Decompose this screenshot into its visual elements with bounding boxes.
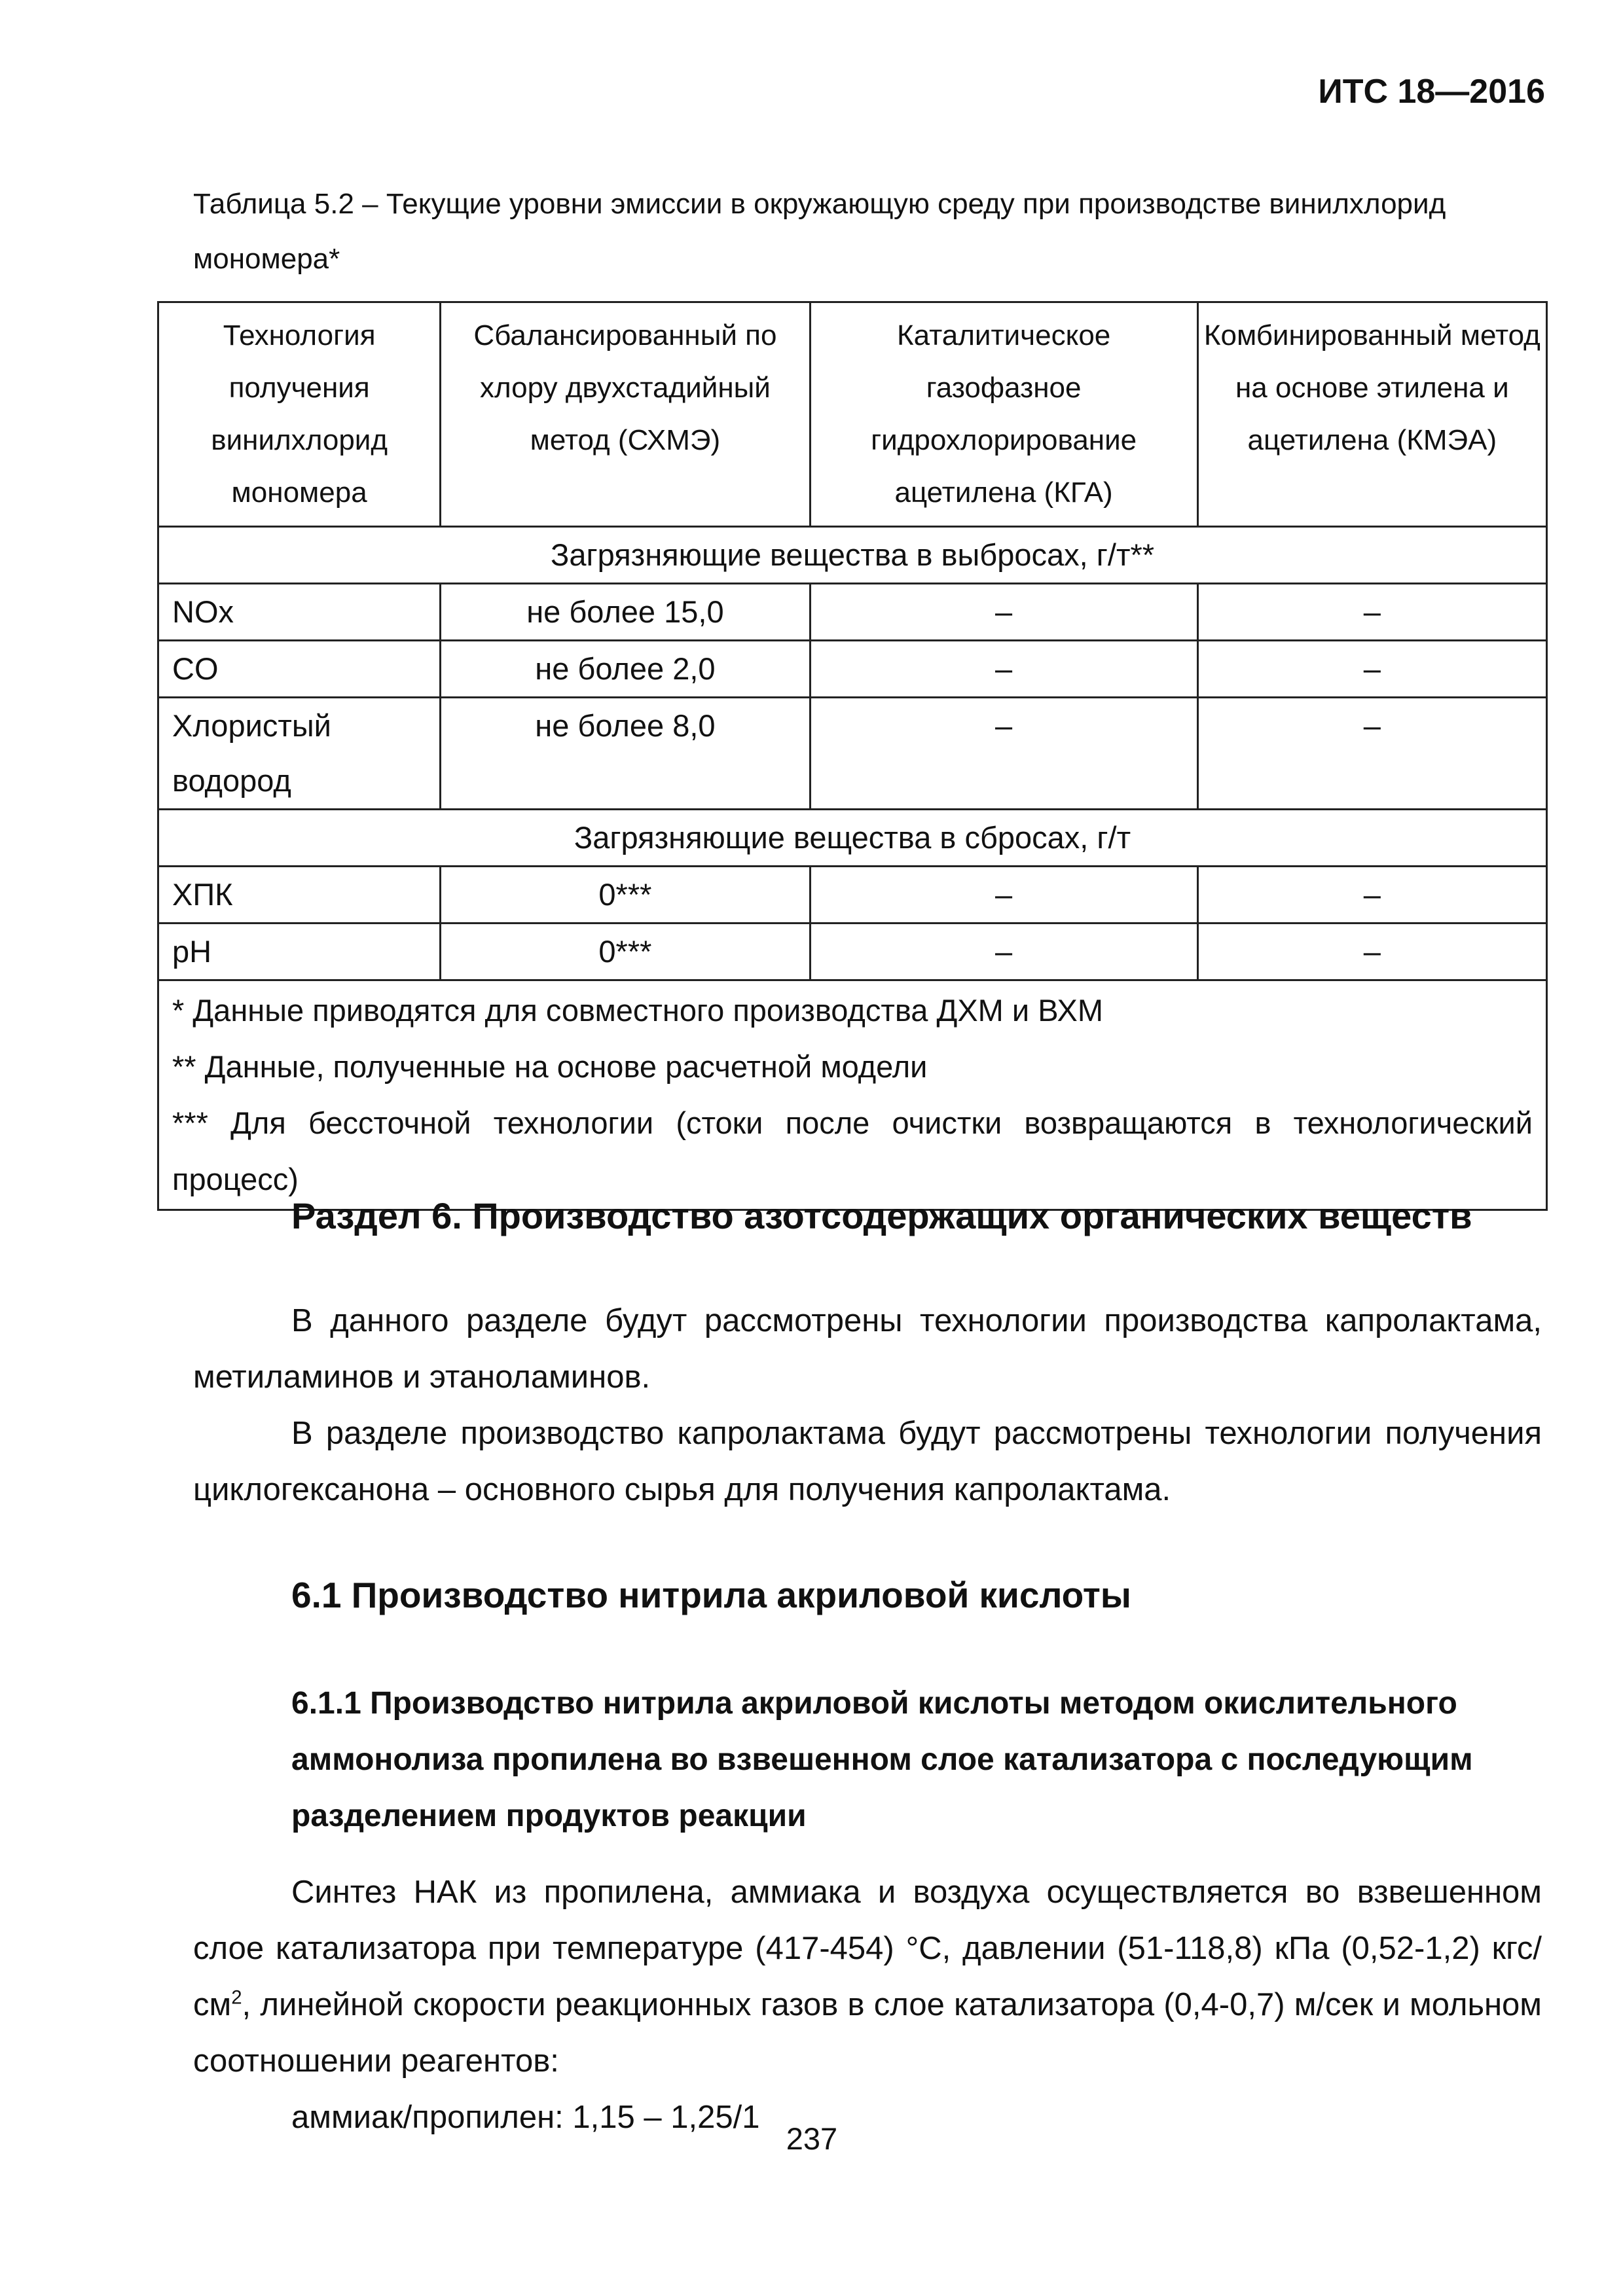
table-row xyxy=(158,641,1547,698)
paragraph xyxy=(193,1864,1542,2089)
schme-value: 0*** xyxy=(441,924,810,980)
column-header: Каталитическое газофазное гидрохлорирование ацетилена (КГА) xyxy=(810,302,1197,527)
footnote: * Данные приводятся для совместного производства ДХМ и ВХМ xyxy=(172,993,1103,1028)
kga-value: – xyxy=(810,698,1197,810)
subsection-heading: 6.1 Производство нитрила акриловой кислоты xyxy=(291,1575,1131,1615)
paragraph: В разделе производство капролактама будут рассмотрены технологии получения циклогексанона – основного сырья для получения капролактама. xyxy=(193,1416,1542,1507)
pollutant-name: Хлористый водород xyxy=(158,698,441,810)
kmea-value: – xyxy=(1197,641,1546,698)
section-row-air xyxy=(158,527,1547,584)
kga-value: – xyxy=(810,924,1197,980)
page-number: 237 xyxy=(786,2121,838,2156)
schme-value: не более 2,0 xyxy=(441,641,810,698)
notes-row xyxy=(158,980,1547,1210)
section-label-air: Загрязняющие вещества в выбросах, г/т** xyxy=(158,527,1547,584)
pollutant-name: pH xyxy=(158,924,441,980)
kmea-value: – xyxy=(1197,867,1546,924)
footnote: *** Для бессточной технологии (стоки после очистки возвращаются в технологический процесс) xyxy=(172,1105,1533,1196)
kmea-value: – xyxy=(1197,584,1546,641)
pollutant-name: ХПК xyxy=(158,867,441,924)
section-heading: Раздел 6. Производство азотсодержащих органических веществ xyxy=(291,1195,1472,1236)
table-notes xyxy=(158,980,1547,1210)
section-row-water xyxy=(158,810,1547,867)
kmea-value: – xyxy=(1197,924,1546,980)
table-row xyxy=(158,698,1547,810)
table-caption: Таблица 5.2 – Текущие уровни эмиссии в окружающую среду при производстве винилхлорид мономера* xyxy=(193,188,1446,275)
paragraph-text: Синтез НАК из пропилена, аммиака и воздуха осуществляется во взвешенном слое катализатора при температуре (417-454) °С, давлении (51-118,8) кПа (0,52-1,2) кгс/см xyxy=(193,1874,1542,2022)
pollutant-name: NOx xyxy=(158,584,441,641)
subsubsection-heading: 6.1.1 Производство нитрила акриловой кислоты методом окислительного аммонолиза пропилена во взвешенном слое катализатора с последующим разделением продуктов реакции xyxy=(291,1686,1473,1833)
schme-value: не более 15,0 xyxy=(441,584,810,641)
kga-value: – xyxy=(810,584,1197,641)
emissions-table xyxy=(157,301,1548,1211)
superscript: 2 xyxy=(231,1986,242,2009)
document-code: ИТС 18—2016 xyxy=(1318,73,1545,111)
paragraph-text: , линейной скорости реакционных газов в слое катализатора (0,4-0,7) м/сек и мольном соотношении реагентов: xyxy=(193,1987,1542,2079)
table-row xyxy=(158,584,1547,641)
column-header: Сбалансированный по хлору двухстадийный метод (СХМЭ) xyxy=(441,302,810,527)
pollutant-name: CO xyxy=(158,641,441,698)
column-header: Технология получения винилхлорид мономера xyxy=(158,302,441,527)
kga-value: – xyxy=(810,641,1197,698)
section-label-water: Загрязняющие вещества в сбросах, г/т xyxy=(158,810,1547,867)
ratio-line: аммиак/пропилен: 1,15 – 1,25/1 xyxy=(291,2100,760,2135)
paragraph: В данного разделе будут рассмотрены технологии производства капролактама, метиламинов и этаноламинов. xyxy=(193,1303,1542,1395)
table-row xyxy=(158,867,1547,924)
schme-value: не более 8,0 xyxy=(441,698,810,810)
schme-value: 0*** xyxy=(441,867,810,924)
kmea-value: – xyxy=(1197,698,1546,810)
footnote: ** Данные, полученные на основе расчетной модели xyxy=(172,1049,928,1084)
kga-value: – xyxy=(810,867,1197,924)
column-header: Комбинированный метод на основе этилена и ацетилена (КМЭА) xyxy=(1197,302,1546,527)
table-row xyxy=(158,924,1547,980)
table-header-row xyxy=(158,302,1547,527)
